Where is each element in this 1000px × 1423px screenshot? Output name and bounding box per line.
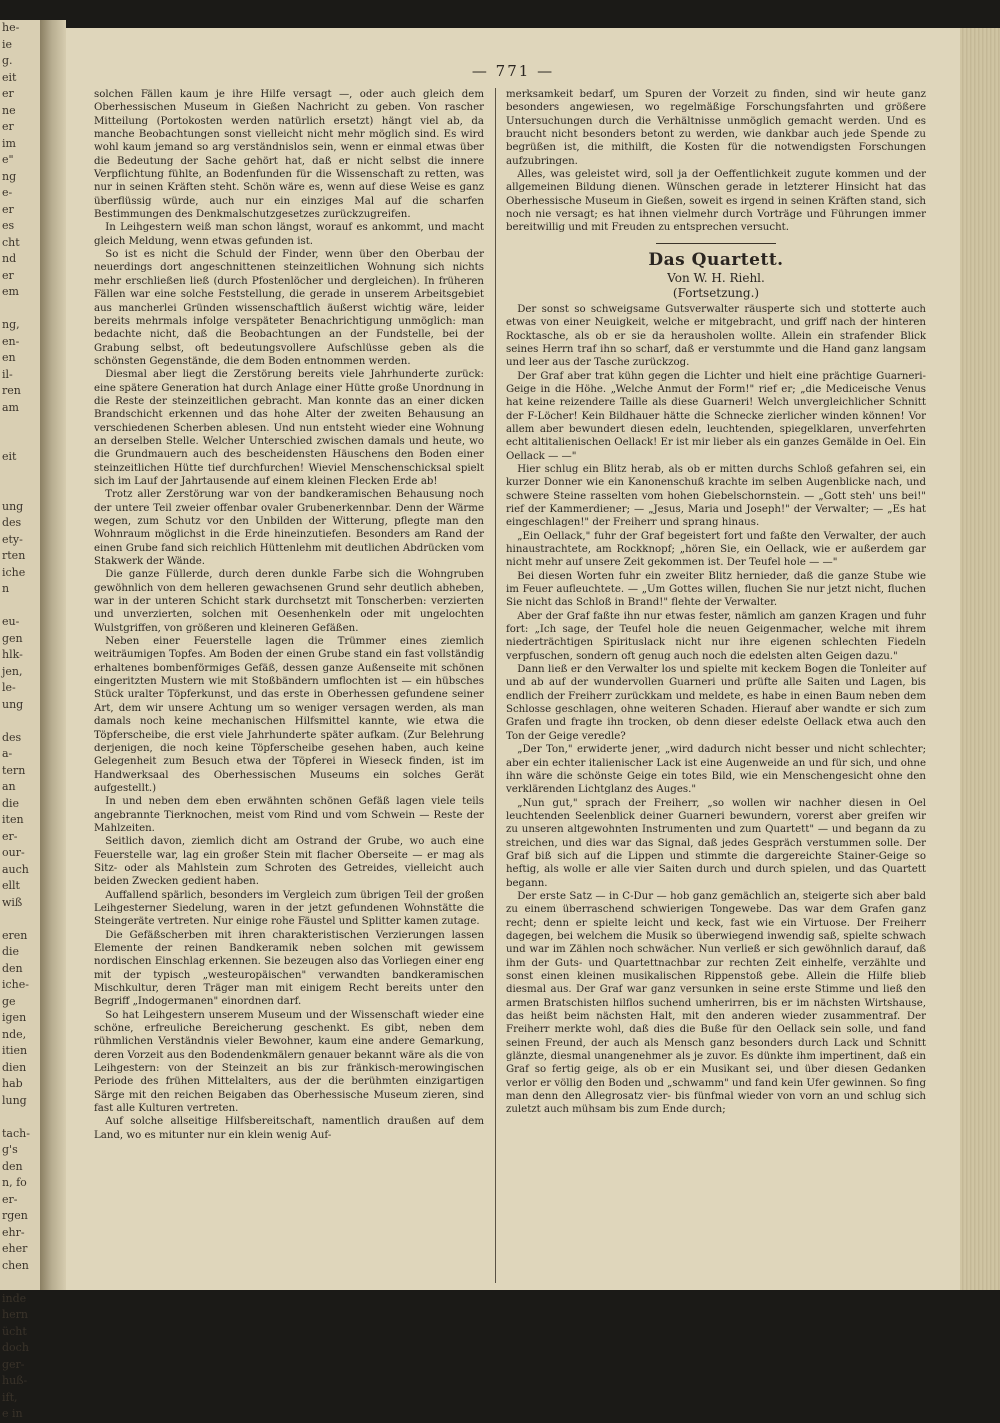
left-page-fragment: eit (2, 70, 17, 84)
paragraph: solchen Fällen kaum je ihre Hilfe versagt —, oder auch gleich dem Oberhessischen Museum in Gießen Nachricht zu geben. Von rascher Mitteilung (Portokosten werden natürlich ersetzt) hängt viel ab, da manche Beobachtungen sonst vielleicht nicht mehr möglich sind. Es wird wohl kaum jemand so arg verständnislos sein, wenn er einmal etwas über die Bedeutung der Sache gehört hat, daß er nicht selbst die innere Verpflichtung fühlte, an Bodenfunden für die Wissenschaft zu retten, was nur in seinen Kräften steht. Schön wäre es, wenn auf diese Weise es ganz überflüssig würde, auch nur ein einziges Mal auf die scharfen Bestimmungen des Denkmalschutzgesetzes zurückzugreifen. (94, 89, 484, 221)
left-page-fragment: ng (2, 169, 17, 183)
left-page-fragment: jen, (2, 664, 23, 678)
left-page-fragment: tern (2, 763, 26, 777)
left-page-fragment (0, 466, 40, 483)
left-page-fragment: ng, (2, 318, 20, 331)
left-page-edge (0, 20, 40, 1420)
paragraph: Diesmal aber liegt die Zerstörung bereits viele Jahrhunderte zurück: eine spätere Generation hat durch Anlage einer Hütte große Unordnung in die Reste der steinzeitlichen gebracht. Man konnte das an einer dicken Brandschicht erkennen und das hohe Alter der zweiten Behausung an verschiedenen Scherben ablesen. Und nun entsteht wieder eine Wohnung an derselben Stelle. Welcher Unterschied zwischen damals und heute, wo die Grundmauern auch des bescheidensten Häuschens den Boden einer steinzeitlichen Hütte tief durchfurchen! Wieviel Menschenschicksal spielt sich im Lauf der Jahrtausende auf einem kleinen Flecken Erde ab! (94, 369, 484, 487)
left-page-fragment: doch (2, 1341, 29, 1354)
book-gutter (40, 20, 66, 1290)
left-page-fragment: iche- (2, 978, 29, 991)
paragraph: „Nun gut," sprach der Freiherr, „so wollen wir nachher diesen in Oel leuchtenden Seelenblick deiner Guarneri bewundern, vorerst aber greifen wir zu unseren altgewohnten Instrumenten und zum Quartett" — und begann da zu streichen, und dies war das Signal, daß jedes Gespräch verstummen solle. Der Graf biß sich auf die Lippen und stimmte die dargereichte Stainer-Geige so heftig, als wolle er alle vier Saiten durch und durch spielen, und das Quartett begann. (506, 797, 926, 889)
left-page-fragment: a- (2, 747, 13, 760)
paragraph: Die Gefäßscherben mit ihren charakteristischen Verzierungen lassen Elemente der reinen Bandkeramik neben solchen mit gewissem nordischen Einschlag erkennen. Sie bezeugen also das Vorliegen einer eng mit der typisch „westeuropäischen" verwandten bandkeramischen Mischkultur, deren Träger man mit einigem Recht bereits unter den Begriff „Indogermanen" einordnen darf. (94, 929, 484, 1008)
left-page-fragment: die (2, 796, 20, 810)
left-page-fragment: e in (2, 1407, 23, 1420)
left-page-fragment: im (2, 136, 16, 150)
paragraph: „Ein Oellack," fuhr der Graf begeistert fort und faßte den Verwalter, der auch hinaustrachtete, am Rockknopf; „hören Sie, ein Oellack, wie er außerdem gar nicht mehr auf unsere Zeit gekommen ist. Der Teufel hole — —" (506, 530, 926, 569)
left-page-fragment: ger- (2, 1357, 25, 1371)
section-rule (656, 243, 776, 244)
left-page-fragment (0, 598, 40, 615)
paragraph: In Leihgestern weiß man schon längst, worauf es ankommt, und macht gleich Meldung, wenn etwas gefunden ist. (94, 222, 484, 247)
story-title: Das Quartett. (648, 249, 784, 270)
left-page-fragment: dien (2, 1060, 27, 1074)
left-page-fragment (0, 301, 40, 318)
left-page-fragment: wiß (2, 895, 23, 909)
left-page-fragment: auch (2, 862, 29, 876)
left-page-fragment (0, 482, 40, 499)
left-page-fragment: iten (2, 813, 24, 826)
left-page-fragment: eit (2, 450, 17, 463)
paragraph: Der sonst so schweigsame Gutsverwalter räusperte sich und stotterte auch etwas von einer Neuigkeit, welche er mitgebracht, und griff nach der hinteren Rocktasche, als ob er sie da herausholen wollte. Allein ein strafender Blick seines Herrn traf ihn so scharf, daß er verstummte und die Hand ganz langsam und leer aus der Tasche zurückzog. (506, 303, 926, 369)
left-page-fragment: lung (2, 1093, 27, 1107)
left-page-fragment: ge (2, 994, 16, 1008)
left-page-fragment: en (2, 351, 16, 364)
left-page-fragment: ung (2, 499, 24, 513)
left-page-fragment: ücht (2, 1324, 27, 1338)
left-page-fragment: ety- (2, 532, 23, 546)
paragraph: Der Graf aber trat kühn gegen die Lichter und hielt eine prächtige Guarneri-Geige in die Höhe. „Welche Anmut der Form!" rief er; „die Mediceische Venus hat keine reizendere Taille als diese Guarneri! Welch unvergleichlicher Schnitt der F-Löcher! Kein Bildhauer hätte die Schnecke zierlicher winden können! Vor allem aber bewundert diesen edeln, leuchtenden, spiegelklaren, unverfehrten echt altitalienischen Oellack! Er ist mir lieber als ein ganzes Gemälde in Oel. Ein Oellack — —" (506, 370, 926, 462)
left-page-fragment: ne (2, 103, 16, 117)
column-divider (495, 88, 496, 1283)
paragraph: So ist es nicht die Schuld der Finder, wenn über den Oberbau der neuerdings dort angeschnittenen steinzeitlichen Wohnung sich nichts mehr erschließen ließ (durch Pfostenlöcher und dergleichen). In früheren Fällen war eine solche Feststellung, die gerade in unserem Arbeitsgebiet aus mancherlei Gründen wissenschaftlich äußerst wichtig wäre, leider bereits mehrmals infolge verspäteter Benachrichtigung unmöglich: man bedachte nicht, daß die Beobachtungen an der Fundstelle, bei der Grabung selbst, oft bedeutungsvollere Aufschlüsse geben als die schönsten Gegenstände, die dem Boden entnommen werden. (94, 249, 484, 367)
left-page-fragment: nd (2, 252, 17, 265)
left-page-fragment: rten (2, 549, 26, 562)
left-page-fragment: iche (2, 565, 26, 579)
left-page-fragment: n (2, 582, 10, 595)
left-page-fragment: ung (2, 697, 24, 711)
paragraph: Bei diesen Worten fuhr ein zweiter Blitz hernieder, daß die ganze Stube wie im Feuer aufleuchtete. — „Um Gottes willen, fluchen Sie nur jetzt nicht, fluchen Sie nicht das Schloß in Brand!" flehte der Verwalter. (506, 570, 926, 609)
paragraph: Auffallend spärlich, besonders im Vergleich zum übrigen Teil der großen Leihgesterner Siedelung, waren in der jetzt gefundenen Wohnstätte die Steingeräte vertreten. Nur einige rohe Fäustel und Splitter kamen zutage. (94, 889, 484, 928)
page-number: — 771 — (471, 62, 555, 80)
left-page-fragment: des (2, 730, 22, 744)
left-page-fragment: er (2, 87, 14, 100)
left-page-fragment: em (2, 285, 19, 298)
left-page-fragment: gen (2, 631, 23, 645)
left-page-fragment (0, 416, 40, 433)
left-page-fragment: die (2, 945, 20, 958)
left-page-fragment: nde, (2, 1027, 27, 1041)
left-page-fragment: our- (2, 846, 25, 859)
left-page-fragments (0, 20, 40, 1423)
newspaper-page (66, 28, 960, 1290)
story-body (506, 303, 926, 1117)
left-page-fragment: il- (2, 367, 13, 381)
paragraph: Seitlich davon, ziemlich dicht am Ostrand der Grube, wo auch eine Feuerstelle war, lag ein großer Stein mit flacher Oberseite — er mag als Sitz- oder als Mahlstein zum Schroten des Getreides, vielleicht auch beiden Zwecken gedient haben. (94, 836, 484, 888)
left-page-fragment: itien (2, 1044, 28, 1057)
left-page-fragment: g. (2, 54, 13, 67)
left-page-fragment: igen (2, 1011, 27, 1024)
left-page-fragment: den (2, 961, 23, 975)
left-page-fragment: des (2, 516, 22, 529)
left-page-fragment: rgen (2, 1209, 28, 1222)
left-page-fragment: er (2, 202, 14, 216)
paragraph: Auf solche allseitige Hilfsbereitschaft, namentlich draußen auf dem Land, wo es mitunter nur ein klein wenig Auf- (94, 1116, 484, 1141)
paragraph: Aber der Graf faßte ihn nur etwas fester, nämlich am ganzen Kragen und fuhr fort: „Ich sage, der Teufel hole die neuen Geigenmacher, welche mit ihrem niederträchtigen Spirituslack nicht nur ihre eigenen schlechten Fiedeln verpfuschen, sondern oft genug auch noch die edelsten alten Geigen dazu." (506, 610, 926, 662)
left-page-fragment: er- (2, 1192, 18, 1206)
left-page-fragment (0, 911, 40, 928)
left-page-fragment: ren (2, 384, 21, 397)
left-page-fragment: hab (2, 1077, 23, 1090)
left-page-fragment: inde (2, 1291, 27, 1305)
story-continuation-note: (Fortsetzung.) (672, 286, 760, 301)
left-page-fragment: n, fo (2, 1176, 27, 1189)
paragraph: Neben einer Feuerstelle lagen die Trümmer eines ziemlich weiträumigen Topfes. Am Boden der einen Grube stand ein fast vollständig erhaltenes bombenförmiges Gefäß, dessen ganze Außenseite mit schönen eingeritzten Mustern wie mit Stoßbändern umflochten ist — ein hübsches Stück uralter Töpferkunst, und das erste in Oberhessen gefundene seiner Art, dem wir unsere Achtung um so weniger versagen werden, als man damals noch keine mechanischen Hilfsmittel kannte, wie etwa die Töpferscheibe, die erst viele Jahrhunderte später aufkam. (Zur Belehrung derjenigen, die noch keine Töpferscheibe gesehen haben, auch keine Gelegenheit zum Besuch etwa der Töpferei in Wieseck finden, ist im Handwerksaal des Oberhessischen Museums ein solches Gerät aufgestellt.) (94, 636, 484, 794)
left-page-fragment: tach- (2, 1126, 30, 1140)
left-page-fragment: hlk- (2, 648, 23, 661)
paragraph: Die ganze Füllerde, durch deren dunkle Farbe sich die Wohngruben gewöhnlich von dem helleren gewachsenen Grund sehr deutlich abheben, war in der unteren Schicht stark durchsetzt mit Tonscherben: verzierten und unverzierten, solchen mit Oesenhenkeln oder mit ungelochten Wulstgriffen, von größeren und kleineren Gefäßen. (94, 569, 484, 634)
right-column (506, 88, 926, 1288)
left-page-fragment: ellt (2, 879, 20, 892)
left-page-fragment: g's (2, 1143, 18, 1156)
story-author: Von W. H. Riehl. (667, 271, 765, 286)
left-page-fragment: ehr- (2, 1225, 25, 1239)
paragraph: In und neben dem eben erwähnten schönen Gefäß lagen viele teils angebrannte Tierknochen, meist vom Rind und vom Schwein — Reste der Mahlzeiten. (94, 796, 484, 834)
left-page-fragment: den (2, 1159, 23, 1173)
paragraph: Trotz aller Zerstörung war von der bandkeramischen Behausung noch der untere Teil zweier offenbar ovaler Grubenerkennbar. Denn der Wärme wegen, zum Schutz vor den Unbilden der Witterung, pflegte man den Wohnraum möglichst in die Erde hineinzutiefen. Besonders am Rand der einen Grube fand sich reichlich Hüttenlehm mit deutlichen Abdrücken vom Stakwerk der Wände. (94, 489, 484, 568)
left-page-fragment: hern (2, 1308, 28, 1321)
left-page-fragment: en- (2, 334, 20, 348)
paragraph: Dann ließ er den Verwalter los und spielte mit keckem Bogen die Tonleiter auf und ab auf der wundervollen Guarneri und prüfte alle Saiten und Lagen, bis endlich der Freiherr zurückkam und meldete, es habe in einen Baum neben dem Schlosse geschlagen, ohne weiteren Schaden. Hierauf aber wandte er sich zum Grafen und fragte ihn trocken, ob denn dieser edelste Oellack etwa auch den Ton der Geige veredle? (506, 664, 926, 742)
left-column (94, 88, 484, 1288)
paragraph: Alles, was geleistet wird, soll ja der Oeffentlichkeit zugute kommen und der allgemeinen Bildung dienen. Wünschen gerade in letzterer Hinsicht hat das Oberhessische Museum in Gießen, soweit es irgend in seinen Kräften stand, sich noch nie versagt; es hat ihnen vielmehr durch Vorträge und Führungen immer bereitwillig und mit Freuden zu entsprechen versucht. (506, 169, 926, 234)
left-page-fragment: le- (2, 681, 16, 694)
left-page-fragment: er (2, 268, 14, 282)
paragraph: Der erste Satz — in C-Dur — hob ganz gemächlich an, steigerte sich aber bald zu einem überraschend schwierigen Tongewebe. Das war dem Grafen ganz recht; denn er spielte leicht und keck, fast wie ein Virtuose. Der Freiherr dagegen, bei welchem die Musik so überwiegend inwendig saß, spielte schwach und war im Zählen noch schwächer. Nun verließ er sich gewöhnlich darauf, daß ihm der Guts- und Quartettnachbar zur rechten Zeit einhelfe, verzählte und sonst einen kleinen musikalischen Rippenstoß gebe. Allein die Hilfe blieb diesmal aus. Der Graf war ganz versunken in seine erste Stimme und ließ den armen Bratschisten hilflos suchend umherirren, bis er im nächsten Wirtshause, das heißt beim nächsten Halt, mit den anderen wieder zusammentraf. Der Freiherr merkte wohl, daß dies die Buße für den Oellack sein solle, und fand seinen Freund, der auch als Mensch ganz besonders durch Lack und Schnitt glänzte, diesmal unangenehmer als je zuvor. Es dünkte ihm impertinent, daß ein Graf so fertig geige, als ob er ein Musikant sei, und über diesen Gedanken verlor er völlig den Boden und „schwamm" und fand kein Ufer gewinnen. So fing man denn den Allegrosatz vier- bis fünfmal wieder von vorn an und schlug sich zuletzt auch mühsam bis zum Ende durch; (506, 890, 926, 1116)
left-page-fragment: er- (2, 829, 18, 843)
paragraph: „Der Ton," erwiderte jener, „wird dadurch nicht besser und nicht schlechter; aber ein echter italienischer Lack ist eine Augenweide an und für sich, und ohne ihn wäre die schönste Geige ein totes Bild, wie ein Menschengesicht ohne den verklärenden Lichtglanz des Auges." (506, 744, 926, 796)
left-page-fragment: ift, (2, 1390, 18, 1404)
left-page-fragment: eher (2, 1242, 28, 1255)
left-page-fragment: ie (2, 37, 13, 51)
left-page-fragment: he- (2, 21, 20, 34)
left-page-fragment (0, 1274, 40, 1291)
left-page-fragment: am (2, 400, 19, 414)
book-page-stack (960, 28, 1000, 1290)
left-page-fragment: chen (2, 1258, 29, 1272)
left-page-fragment (0, 433, 40, 450)
left-page-fragment: e- (2, 186, 13, 199)
paragraph: So hat Leihgestern unserem Museum und der Wissenschaft wieder eine schöne, erfreuliche Bereicherung geschenkt. Es gibt, neben dem rühmlichen Verständnis vieler Bewohner, kaum eine andere Gemarkung, deren Vorzeit aus den Bodendenkmälern genauer bekannt wäre als die von Leihgestern: von der Steinzeit an bis zur fränkisch-merowingischen Periode des frühen Mittelalters, aus der die berühmten einzigartigen Särge mit den reichen Beigaben das Oberhessische Museum zieren, sind fast alle Kulturen vertreten. (94, 1009, 484, 1115)
left-page-fragment: an (2, 780, 16, 793)
left-page-fragment: huß- (2, 1374, 28, 1387)
museum-article-continuation (506, 88, 926, 235)
left-page-fragment: er (2, 120, 14, 133)
left-page-fragment: eu- (2, 615, 20, 628)
paragraph: Hier schlug ein Blitz herab, als ob er mitten durchs Schloß gefahren sei, ein kurzer Donner wie ein Kanonenschuß krachte im selben Augenblicke nach, und schwere Steine rasselten vom hohen Giebelschornstein. — „Gott steh' uns bei!" rief der Kammerdiener; — „Jesus, Maria und Joseph!" der Verwalter; — „Es hat eingeschlagen!" der Freiherr und sprang hinaus. (506, 463, 926, 529)
left-page-fragment (0, 713, 40, 730)
left-page-fragment: es (2, 219, 15, 232)
left-page-fragment: cht (2, 235, 20, 249)
left-page-fragment (0, 1109, 40, 1126)
left-page-fragment: eren (2, 928, 28, 942)
left-page-fragment: e" (2, 153, 14, 166)
paragraph: merksamkeit bedarf, um Spuren der Vorzeit zu finden, sind wir heute ganz besonders angewiesen, wo regelmäßige Forschungsfahrten und größere Untersuchungen durch die Verhältnisse unmöglich gemacht werden. Und es braucht nicht besonders betont zu werden, wie dankbar auch jede Spende zu begrüßen ist, die mithilft, die Kosten für die notwendigsten Forschungen aufzubringen. (506, 89, 926, 167)
